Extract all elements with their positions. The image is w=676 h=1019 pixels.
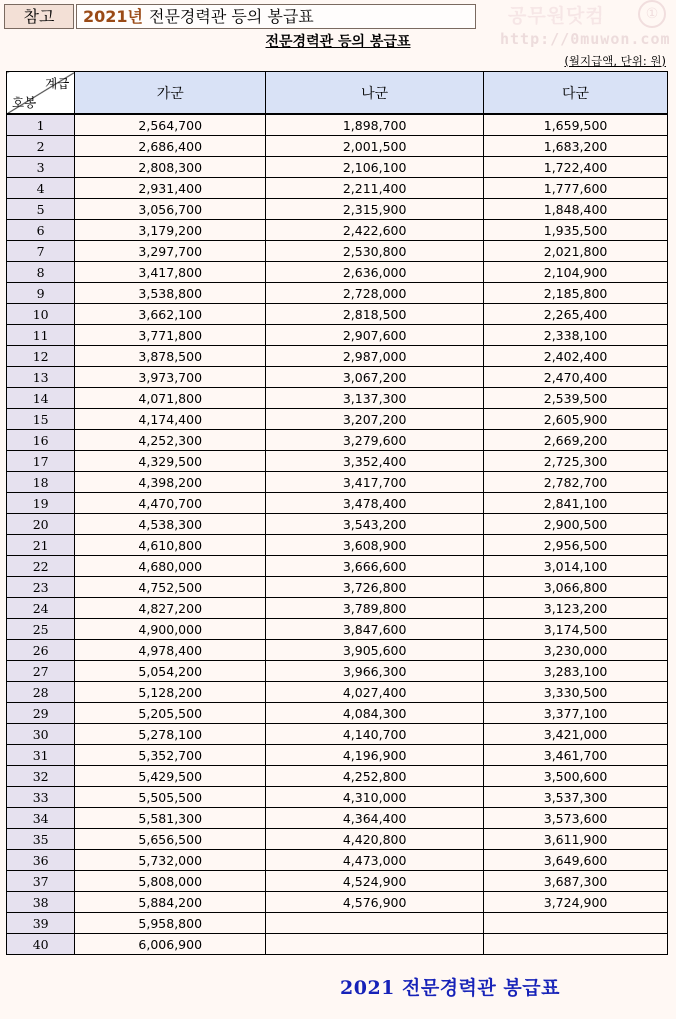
step-cell: 31 [7, 745, 75, 766]
da-value-cell: 3,573,600 [484, 808, 668, 829]
da-value-cell: 2,669,200 [484, 430, 668, 451]
na-value-cell: 2,422,600 [266, 220, 484, 241]
table-row [7, 787, 668, 808]
grade-header: 계급 [45, 76, 70, 91]
column-header-na: 나군 [266, 72, 484, 115]
step-cell: 5 [7, 199, 75, 220]
da-value-cell: 2,338,100 [484, 325, 668, 346]
table-row [7, 493, 668, 514]
table-row [7, 682, 668, 703]
da-value-cell: 2,605,900 [484, 409, 668, 430]
na-value-cell: 4,252,800 [266, 766, 484, 787]
na-value-cell [266, 913, 484, 934]
step-cell: 35 [7, 829, 75, 850]
table-row [7, 703, 668, 724]
step-cell: 34 [7, 808, 75, 829]
da-value-cell: 2,782,700 [484, 472, 668, 493]
da-value-cell: 1,935,500 [484, 220, 668, 241]
step-cell: 8 [7, 262, 75, 283]
na-value-cell: 2,211,400 [266, 178, 484, 199]
table-row [7, 913, 668, 934]
da-value-cell: 3,500,600 [484, 766, 668, 787]
step-cell: 39 [7, 913, 75, 934]
da-value-cell: 3,330,500 [484, 682, 668, 703]
table-row [7, 114, 668, 136]
table-row [7, 577, 668, 598]
na-value-cell: 2,907,600 [266, 325, 484, 346]
step-cell: 18 [7, 472, 75, 493]
step-cell: 37 [7, 871, 75, 892]
ga-value-cell: 5,128,200 [75, 682, 266, 703]
da-value-cell: 3,283,100 [484, 661, 668, 682]
table-body [7, 114, 668, 955]
da-value-cell: 2,265,400 [484, 304, 668, 325]
da-value-cell: 3,687,300 [484, 871, 668, 892]
da-value-cell: 1,722,400 [484, 157, 668, 178]
ga-value-cell: 5,054,200 [75, 661, 266, 682]
ga-value-cell: 3,297,700 [75, 241, 266, 262]
ga-value-cell: 2,931,400 [75, 178, 266, 199]
step-cell: 13 [7, 367, 75, 388]
step-cell: 29 [7, 703, 75, 724]
da-value-cell: 2,539,500 [484, 388, 668, 409]
ga-value-cell: 3,417,800 [75, 262, 266, 283]
table-row [7, 598, 668, 619]
table-row [7, 451, 668, 472]
da-value-cell: 3,123,200 [484, 598, 668, 619]
na-value-cell: 3,543,200 [266, 514, 484, 535]
title-year: 2021년 [83, 7, 143, 26]
da-value-cell: 3,461,700 [484, 745, 668, 766]
table-row [7, 829, 668, 850]
step-header: 호봉 [12, 95, 37, 110]
ga-value-cell: 5,205,500 [75, 703, 266, 724]
da-value-cell [484, 934, 668, 955]
da-value-cell [484, 913, 668, 934]
na-value-cell: 3,067,200 [266, 367, 484, 388]
table-row [7, 640, 668, 661]
da-value-cell: 2,104,900 [484, 262, 668, 283]
na-value-cell: 4,576,900 [266, 892, 484, 913]
step-cell: 2 [7, 136, 75, 157]
watermark-url: http://0muwon.com [500, 30, 671, 48]
ga-value-cell: 5,884,200 [75, 892, 266, 913]
da-value-cell: 2,470,400 [484, 367, 668, 388]
document-title [76, 4, 476, 29]
table-row [7, 262, 668, 283]
table-row [7, 430, 668, 451]
table-row [7, 199, 668, 220]
na-value-cell [266, 934, 484, 955]
na-value-cell: 3,478,400 [266, 493, 484, 514]
da-value-cell: 3,537,300 [484, 787, 668, 808]
table-row [7, 724, 668, 745]
image-caption: 2021 전문경력관 봉급표 [340, 977, 560, 999]
step-cell: 17 [7, 451, 75, 472]
da-value-cell: 2,725,300 [484, 451, 668, 472]
ga-value-cell: 5,732,000 [75, 850, 266, 871]
da-value-cell: 1,777,600 [484, 178, 668, 199]
table-row [7, 220, 668, 241]
column-header-da: 다군 [484, 72, 668, 115]
step-cell: 20 [7, 514, 75, 535]
table-row [7, 766, 668, 787]
step-cell: 38 [7, 892, 75, 913]
table-row [7, 325, 668, 346]
table-row [7, 283, 668, 304]
na-value-cell: 2,315,900 [266, 199, 484, 220]
table-row [7, 346, 668, 367]
da-value-cell: 3,611,900 [484, 829, 668, 850]
ga-value-cell: 6,006,900 [75, 934, 266, 955]
na-value-cell: 2,001,500 [266, 136, 484, 157]
da-value-cell: 1,683,200 [484, 136, 668, 157]
na-value-cell: 3,726,800 [266, 577, 484, 598]
table-header-row [7, 72, 668, 115]
ga-value-cell: 4,071,800 [75, 388, 266, 409]
reference-label: 참고 [4, 4, 74, 29]
ga-value-cell: 3,179,200 [75, 220, 266, 241]
ga-value-cell: 3,878,500 [75, 346, 266, 367]
na-value-cell: 4,196,900 [266, 745, 484, 766]
table-row [7, 514, 668, 535]
na-value-cell: 2,987,000 [266, 346, 484, 367]
step-cell: 16 [7, 430, 75, 451]
da-value-cell: 1,659,500 [484, 114, 668, 136]
step-cell: 26 [7, 640, 75, 661]
na-value-cell: 3,137,300 [266, 388, 484, 409]
ga-value-cell: 5,808,000 [75, 871, 266, 892]
na-value-cell: 1,898,700 [266, 114, 484, 136]
da-value-cell: 2,841,100 [484, 493, 668, 514]
step-cell: 3 [7, 157, 75, 178]
step-cell: 21 [7, 535, 75, 556]
table-row [7, 850, 668, 871]
na-value-cell: 4,084,300 [266, 703, 484, 724]
ga-value-cell: 4,470,700 [75, 493, 266, 514]
table-row [7, 388, 668, 409]
step-cell: 28 [7, 682, 75, 703]
ga-value-cell: 2,808,300 [75, 157, 266, 178]
step-cell: 23 [7, 577, 75, 598]
ga-value-cell: 5,352,700 [75, 745, 266, 766]
table-row [7, 535, 668, 556]
watermark-logo: 공무원닷컴 [508, 5, 605, 27]
na-value-cell: 4,420,800 [266, 829, 484, 850]
da-value-cell: 3,174,500 [484, 619, 668, 640]
step-cell: 36 [7, 850, 75, 871]
ga-value-cell: 4,252,300 [75, 430, 266, 451]
na-value-cell: 2,636,000 [266, 262, 484, 283]
na-value-cell: 4,473,000 [266, 850, 484, 871]
ga-value-cell: 3,538,800 [75, 283, 266, 304]
step-cell: 30 [7, 724, 75, 745]
ga-value-cell: 4,680,000 [75, 556, 266, 577]
step-cell: 1 [7, 114, 75, 136]
ga-value-cell: 4,174,400 [75, 409, 266, 430]
step-cell: 32 [7, 766, 75, 787]
da-value-cell: 3,421,000 [484, 724, 668, 745]
ga-value-cell: 5,505,500 [75, 787, 266, 808]
step-cell: 4 [7, 178, 75, 199]
ga-value-cell: 4,610,800 [75, 535, 266, 556]
step-cell: 27 [7, 661, 75, 682]
na-value-cell: 3,417,700 [266, 472, 484, 493]
table-row [7, 367, 668, 388]
ga-value-cell: 3,973,700 [75, 367, 266, 388]
table-row [7, 409, 668, 430]
table-row [7, 661, 668, 682]
ga-value-cell: 4,900,000 [75, 619, 266, 640]
ga-value-cell: 4,398,200 [75, 472, 266, 493]
table-row [7, 157, 668, 178]
ga-value-cell: 4,752,500 [75, 577, 266, 598]
na-value-cell: 4,364,400 [266, 808, 484, 829]
da-value-cell: 1,848,400 [484, 199, 668, 220]
table-row [7, 472, 668, 493]
na-value-cell: 2,106,100 [266, 157, 484, 178]
step-cell: 24 [7, 598, 75, 619]
ga-value-cell: 5,278,100 [75, 724, 266, 745]
na-value-cell: 3,666,600 [266, 556, 484, 577]
na-value-cell: 3,608,900 [266, 535, 484, 556]
da-value-cell: 2,900,500 [484, 514, 668, 535]
da-value-cell: 3,066,800 [484, 577, 668, 598]
step-cell: 7 [7, 241, 75, 262]
table-row [7, 556, 668, 577]
da-value-cell: 2,956,500 [484, 535, 668, 556]
ga-value-cell: 5,958,800 [75, 913, 266, 934]
step-cell: 33 [7, 787, 75, 808]
ga-value-cell: 4,538,300 [75, 514, 266, 535]
na-value-cell: 3,207,200 [266, 409, 484, 430]
ga-value-cell: 4,827,200 [75, 598, 266, 619]
table-row [7, 934, 668, 955]
na-value-cell: 4,524,900 [266, 871, 484, 892]
na-value-cell: 3,905,600 [266, 640, 484, 661]
salary-table [6, 71, 668, 955]
na-value-cell: 2,530,800 [266, 241, 484, 262]
ga-value-cell: 3,662,100 [75, 304, 266, 325]
corner-header-cell [7, 72, 75, 115]
step-cell: 14 [7, 388, 75, 409]
step-cell: 6 [7, 220, 75, 241]
table-row [7, 304, 668, 325]
unit-note: (월지급액, 단위: 원) [564, 54, 666, 68]
step-cell: 9 [7, 283, 75, 304]
da-value-cell: 3,230,000 [484, 640, 668, 661]
na-value-cell: 2,818,500 [266, 304, 484, 325]
ga-value-cell: 5,429,500 [75, 766, 266, 787]
step-cell: 25 [7, 619, 75, 640]
title-text: 전문경력관 등의 봉급표 [149, 7, 314, 26]
table-row [7, 892, 668, 913]
watermark-mark-icon: ① [638, 0, 666, 28]
ga-value-cell: 2,564,700 [75, 114, 266, 136]
ga-value-cell: 5,581,300 [75, 808, 266, 829]
na-value-cell: 4,140,700 [266, 724, 484, 745]
na-value-cell: 4,310,000 [266, 787, 484, 808]
ga-value-cell: 2,686,400 [75, 136, 266, 157]
ga-value-cell: 3,771,800 [75, 325, 266, 346]
na-value-cell: 3,847,600 [266, 619, 484, 640]
table-title: 전문경력관 등의 봉급표 [265, 34, 411, 50]
step-cell: 40 [7, 934, 75, 955]
da-value-cell: 2,021,800 [484, 241, 668, 262]
da-value-cell: 2,402,400 [484, 346, 668, 367]
da-value-cell: 2,185,800 [484, 283, 668, 304]
da-value-cell: 3,014,100 [484, 556, 668, 577]
step-cell: 12 [7, 346, 75, 367]
da-value-cell: 3,377,100 [484, 703, 668, 724]
table-row [7, 871, 668, 892]
column-header-ga: 가군 [75, 72, 266, 115]
table-row [7, 241, 668, 262]
na-value-cell: 2,728,000 [266, 283, 484, 304]
table-row [7, 136, 668, 157]
step-cell: 10 [7, 304, 75, 325]
step-cell: 22 [7, 556, 75, 577]
ga-value-cell: 4,978,400 [75, 640, 266, 661]
step-cell: 15 [7, 409, 75, 430]
na-value-cell: 3,966,300 [266, 661, 484, 682]
table-row [7, 745, 668, 766]
da-value-cell: 3,724,900 [484, 892, 668, 913]
table-row [7, 619, 668, 640]
da-value-cell: 3,649,600 [484, 850, 668, 871]
na-value-cell: 3,789,800 [266, 598, 484, 619]
step-cell: 11 [7, 325, 75, 346]
na-value-cell: 4,027,400 [266, 682, 484, 703]
step-cell: 19 [7, 493, 75, 514]
table-row [7, 178, 668, 199]
na-value-cell: 3,352,400 [266, 451, 484, 472]
table-row [7, 808, 668, 829]
ga-value-cell: 5,656,500 [75, 829, 266, 850]
ga-value-cell: 4,329,500 [75, 451, 266, 472]
na-value-cell: 3,279,600 [266, 430, 484, 451]
ga-value-cell: 3,056,700 [75, 199, 266, 220]
